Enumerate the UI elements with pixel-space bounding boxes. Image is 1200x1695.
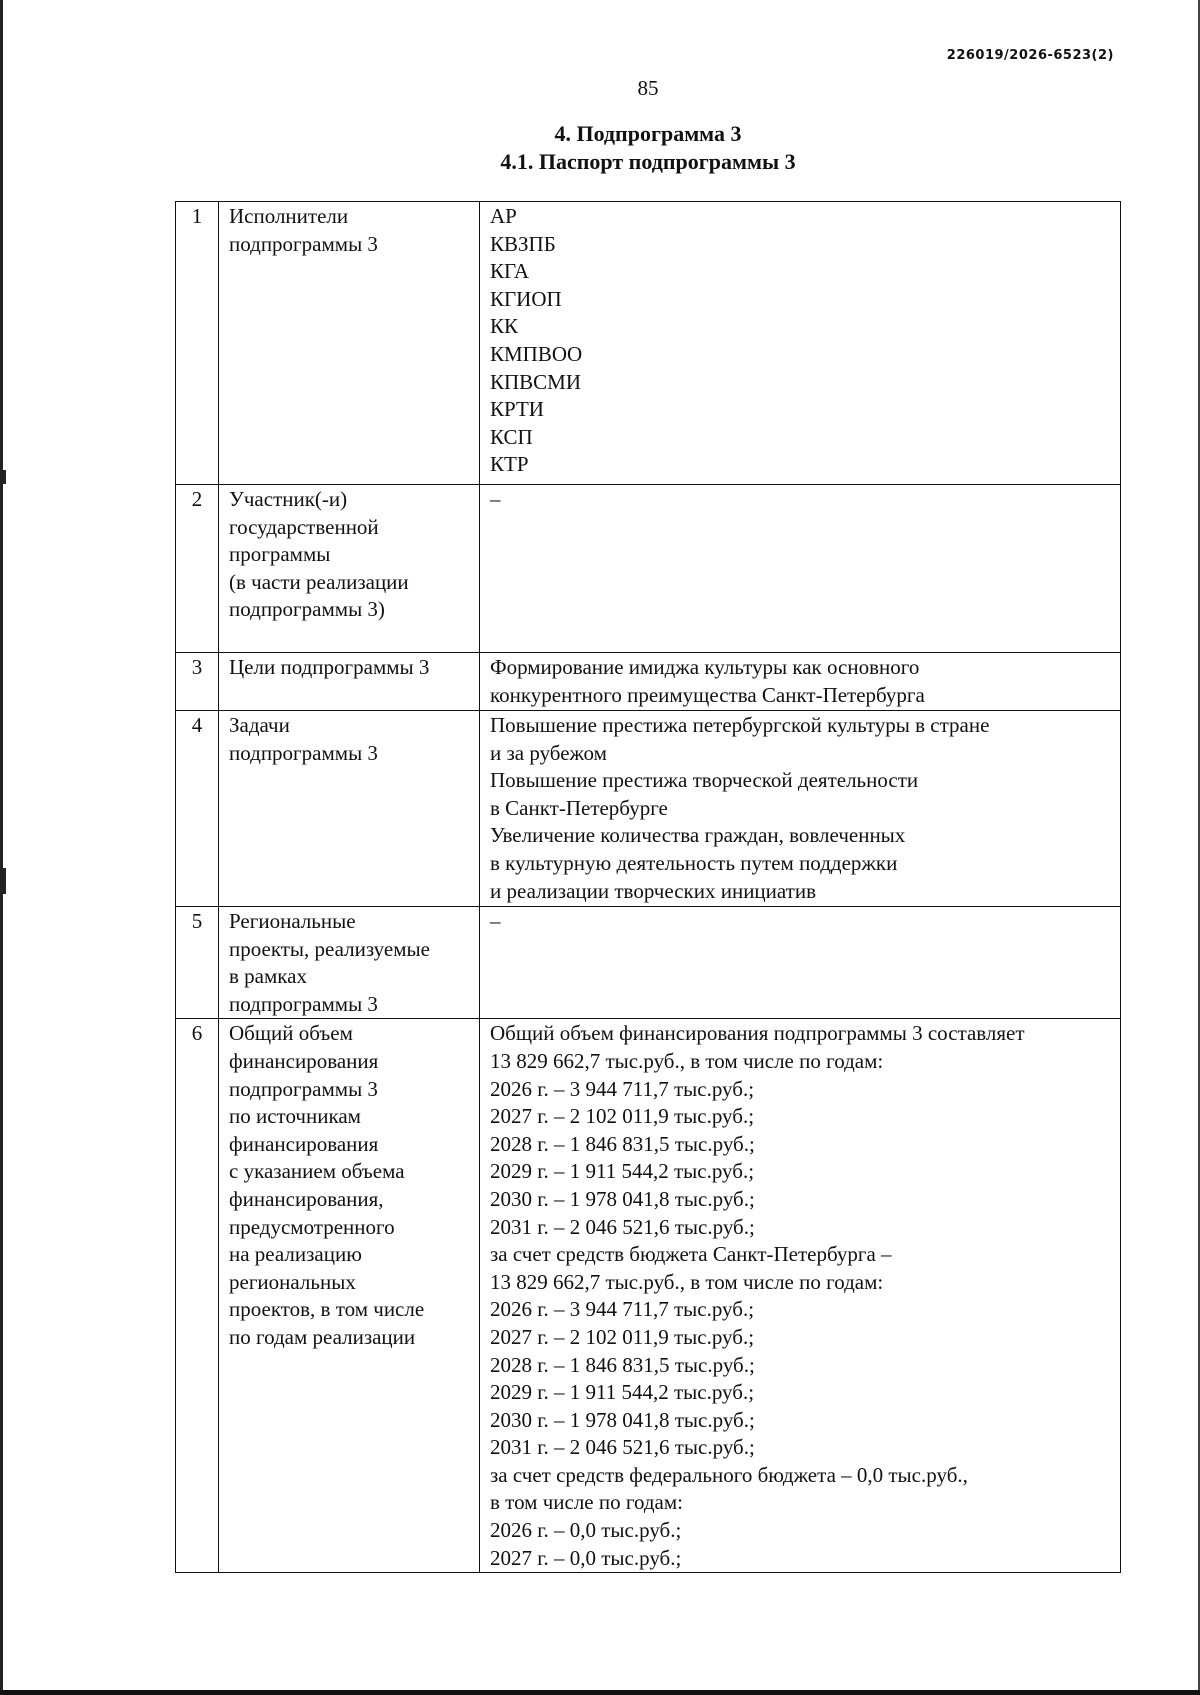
row-label-line: программы (229, 542, 331, 567)
row-value-line: 13 829 662,7 тыс.руб., в том числе по годам: (490, 1048, 884, 1073)
row-label-line: подпрограммы 3 (229, 991, 378, 1016)
scan-mark (0, 868, 6, 894)
row-label-cell (219, 653, 480, 711)
row-label-line: с указанием объема (229, 1159, 405, 1184)
row-label-line: региональных (229, 1269, 356, 1294)
row-number: 5 (176, 907, 219, 1019)
row-value-line: 2031 г. – 2 046 521,6 тыс.руб.; (490, 1435, 755, 1460)
row-value-line: 2028 г. – 1 846 831,5 тыс.руб.; (490, 1352, 755, 1377)
row-value-line: в том числе по годам: (490, 1490, 683, 1515)
row-value-line: – (490, 487, 501, 511)
row-value-line: 2029 г. – 1 911 544,2 тыс.руб.; (490, 1159, 755, 1184)
row-value-line: КГА (490, 259, 530, 284)
row-value-cell (480, 485, 1121, 653)
row-value-line: 2029 г. – 1 911 544,2 тыс.руб.; (490, 1380, 755, 1405)
row-label-cell (219, 485, 480, 653)
row-label-line: Задачи (229, 713, 290, 737)
row-value-line: КГИОП (490, 286, 562, 311)
row-value-line: Общий объем финансирования подпрограммы 3 составляет (490, 1021, 1025, 1046)
row-number: 3 (176, 653, 219, 711)
passport-table (175, 201, 1121, 1573)
row-number: 1 (176, 202, 219, 485)
table-row (176, 711, 1121, 907)
row-value-line: за счет средств федерального бюджета – 0,0 тыс.руб., (490, 1462, 968, 1487)
row-label-cell (219, 202, 480, 485)
table-row (176, 653, 1121, 711)
row-label-cell (219, 711, 480, 907)
row-value-line: КСП (490, 424, 533, 449)
row-value-line: и за рубежом (490, 740, 607, 765)
row-label-line: проектов, в том числе (229, 1297, 425, 1322)
row-value-line: КРТИ (490, 397, 544, 422)
table-row (176, 907, 1121, 1019)
row-value-line: 2026 г. – 0,0 тыс.руб.; (490, 1518, 682, 1543)
table-row (176, 1019, 1121, 1573)
row-value-line: и реализации творческих инициатив (490, 878, 817, 903)
row-value-line: в Санкт-Петербурге (490, 795, 668, 820)
row-value-line: 2026 г. – 3 944 711,7 тыс.руб.; (490, 1076, 755, 1101)
row-label-line: Исполнители (229, 204, 349, 228)
row-label-line: Общий объем (229, 1021, 353, 1046)
row-value-line: 2026 г. – 3 944 711,7 тыс.руб.; (490, 1297, 755, 1322)
row-value-cell (480, 653, 1121, 711)
row-value-line: АР (490, 204, 517, 228)
row-value-line: – (490, 909, 501, 933)
row-label-line: Цели подпрограммы 3 (229, 655, 430, 679)
row-value-line: 2030 г. – 1 978 041,8 тыс.руб.; (490, 1186, 755, 1211)
row-value-line: КМПВОО (490, 341, 583, 366)
row-label-line: подпрограммы 3 (229, 231, 378, 256)
row-value-line: Повышение престижа творческой деятельности (490, 768, 919, 793)
row-value-line: КПВСМИ (490, 369, 582, 394)
row-value-cell (480, 711, 1121, 907)
row-value-line: 2030 г. – 1 978 041,8 тыс.руб.; (490, 1407, 755, 1432)
scan-mark (0, 470, 6, 484)
row-value-line: Увеличение количества граждан, вовлеченных (490, 823, 906, 848)
row-value-cell (480, 1019, 1121, 1573)
row-label-line: в рамках (229, 964, 307, 989)
row-value-line: 2031 г. – 2 046 521,6 тыс.руб.; (490, 1214, 755, 1239)
row-label-line: по годам реализации (229, 1324, 416, 1349)
row-value-line: 2027 г. – 0,0 тыс.руб.; (490, 1545, 682, 1570)
row-label-line: финансирования, (229, 1186, 384, 1211)
row-label-line: Участник(-и) (229, 487, 348, 511)
row-number: 6 (176, 1019, 219, 1573)
scan-edge-left (0, 0, 3, 1695)
row-label-line: подпрограммы 3 (229, 1076, 378, 1101)
row-label-line: на реализацию (229, 1242, 362, 1267)
row-number: 2 (176, 485, 219, 653)
row-value-line: КТР (490, 452, 529, 477)
heading-line: 4.1. Паспорт подпрограммы 3 (500, 149, 796, 174)
row-label-line: государственной (229, 514, 379, 539)
row-value-line: Формирование имиджа культуры как основного (490, 655, 920, 679)
row-label-line: финансирования (229, 1048, 379, 1073)
document-number: 226019/2026-6523(2) (946, 48, 1114, 63)
row-value-line: в культурную деятельность путем поддержки (490, 850, 898, 875)
table-row (176, 485, 1121, 653)
row-label-line: Региональные (229, 909, 356, 933)
row-value-line: Повышение престижа петербургской культуры в стране (490, 713, 990, 737)
row-value-line: за счет средств бюджета Санкт-Петербурга – (490, 1242, 892, 1267)
row-label-cell (219, 907, 480, 1019)
scan-edge-bottom (0, 1690, 1200, 1695)
row-value-cell (480, 202, 1121, 485)
row-label-line: (в части реализации (229, 569, 409, 594)
row-label-line: по источникам (229, 1104, 361, 1129)
row-value-line: 13 829 662,7 тыс.руб., в том числе по годам: (490, 1269, 884, 1294)
row-value-line: 2027 г. – 2 102 011,9 тыс.руб.; (490, 1104, 755, 1129)
row-label-line: подпрограммы 3 (229, 740, 378, 765)
page-number: 85 (637, 76, 659, 100)
row-value-line: КВЗПБ (490, 231, 556, 256)
heading-line: 4. Подпрограмма 3 (554, 121, 742, 146)
row-value-line: 2027 г. – 2 102 011,9 тыс.руб.; (490, 1324, 755, 1349)
row-label-line: финансирования (229, 1131, 379, 1156)
row-value-line: КК (490, 314, 519, 339)
row-label-line: предусмотренного (229, 1214, 395, 1239)
section-heading (0, 120, 1200, 176)
row-value-line: 2028 г. – 1 846 831,5 тыс.руб.; (490, 1131, 755, 1156)
row-label-line: проекты, реализуемые (229, 936, 430, 961)
row-number: 4 (176, 711, 219, 907)
passport-table-body (176, 202, 1121, 1573)
row-label-cell (219, 1019, 480, 1573)
table-row (176, 202, 1121, 485)
row-value-cell (480, 907, 1121, 1019)
row-value-line: конкурентного преимущества Санкт-Петербурга (490, 682, 925, 707)
row-label-line: подпрограммы 3) (229, 597, 385, 622)
